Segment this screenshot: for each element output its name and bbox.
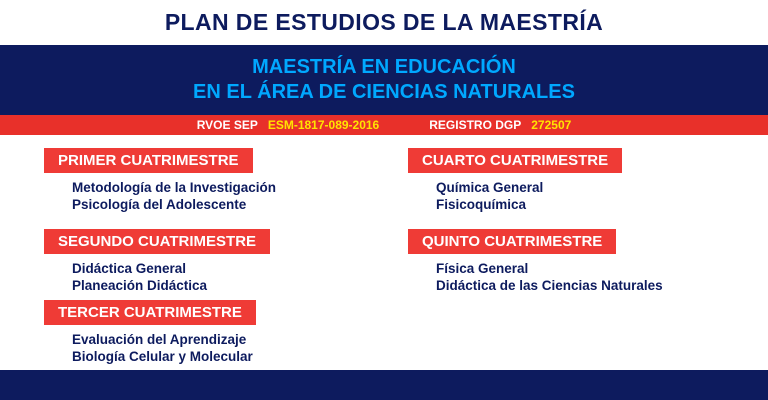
dgp-value: 272507 [531, 118, 572, 132]
spacer [384, 219, 738, 229]
rvoe-value: ESM-1817-089-2016 [267, 118, 380, 132]
term-header-quinto: QUINTO CUATRIMESTRE [408, 229, 616, 254]
term-block-cuarto [384, 148, 738, 213]
curriculum-left-column [30, 135, 384, 370]
curriculum-right-column [384, 135, 738, 370]
term-header-tercer: TERCER CUATRIMESTRE [44, 300, 256, 325]
list-item: Didáctica de las Ciencias Naturales [436, 278, 663, 293]
top-title-band [0, 0, 768, 45]
list-item: Metodología de la Investigación [72, 180, 277, 195]
program-header [0, 45, 768, 115]
credentials-strip [0, 115, 768, 135]
term-header-cuarto: CUARTO CUATRIMESTRE [408, 148, 622, 173]
program-title-line-1: MAESTRÍA EN EDUCACIÓN [252, 56, 516, 78]
term-block-tercer [30, 300, 384, 365]
page-title: PLAN DE ESTUDIOS DE LA MAESTRÍA [164, 9, 604, 35]
term-block-segundo [30, 229, 384, 294]
term-header-segundo: SEGUNDO CUATRIMESTRE [44, 229, 270, 254]
list-item: Didáctica General [72, 261, 187, 276]
subject-list-tercer [30, 331, 384, 365]
subject-list-primer [30, 179, 384, 213]
list-item: Planeación Didáctica [72, 278, 208, 293]
list-item: Biología Celular y Molecular [72, 349, 253, 364]
subject-list-quinto [384, 260, 738, 294]
bottom-navy-bar [0, 370, 768, 400]
list-item: Química General [436, 180, 544, 195]
list-item: Psicología del Adolescente [72, 197, 247, 212]
rvoe-label: RVOE SEP [196, 118, 258, 132]
spacer [30, 219, 384, 229]
list-item: Evaluación del Aprendizaje [72, 332, 247, 347]
term-block-quinto [384, 229, 738, 294]
subject-list-segundo [30, 260, 384, 294]
curriculum-body [0, 135, 768, 370]
list-item: Fisicoquímica [436, 197, 527, 212]
term-header-primer: PRIMER CUATRIMESTRE [44, 148, 253, 173]
term-block-primer [30, 148, 384, 213]
program-title-line-2: EN EL ÁREA DE CIENCIAS NATURALES [193, 81, 575, 103]
subject-list-cuarto [384, 179, 738, 213]
curriculum-columns [30, 135, 738, 370]
dgp-label: REGISTRO DGP [429, 118, 522, 132]
list-item: Física General [436, 261, 529, 276]
